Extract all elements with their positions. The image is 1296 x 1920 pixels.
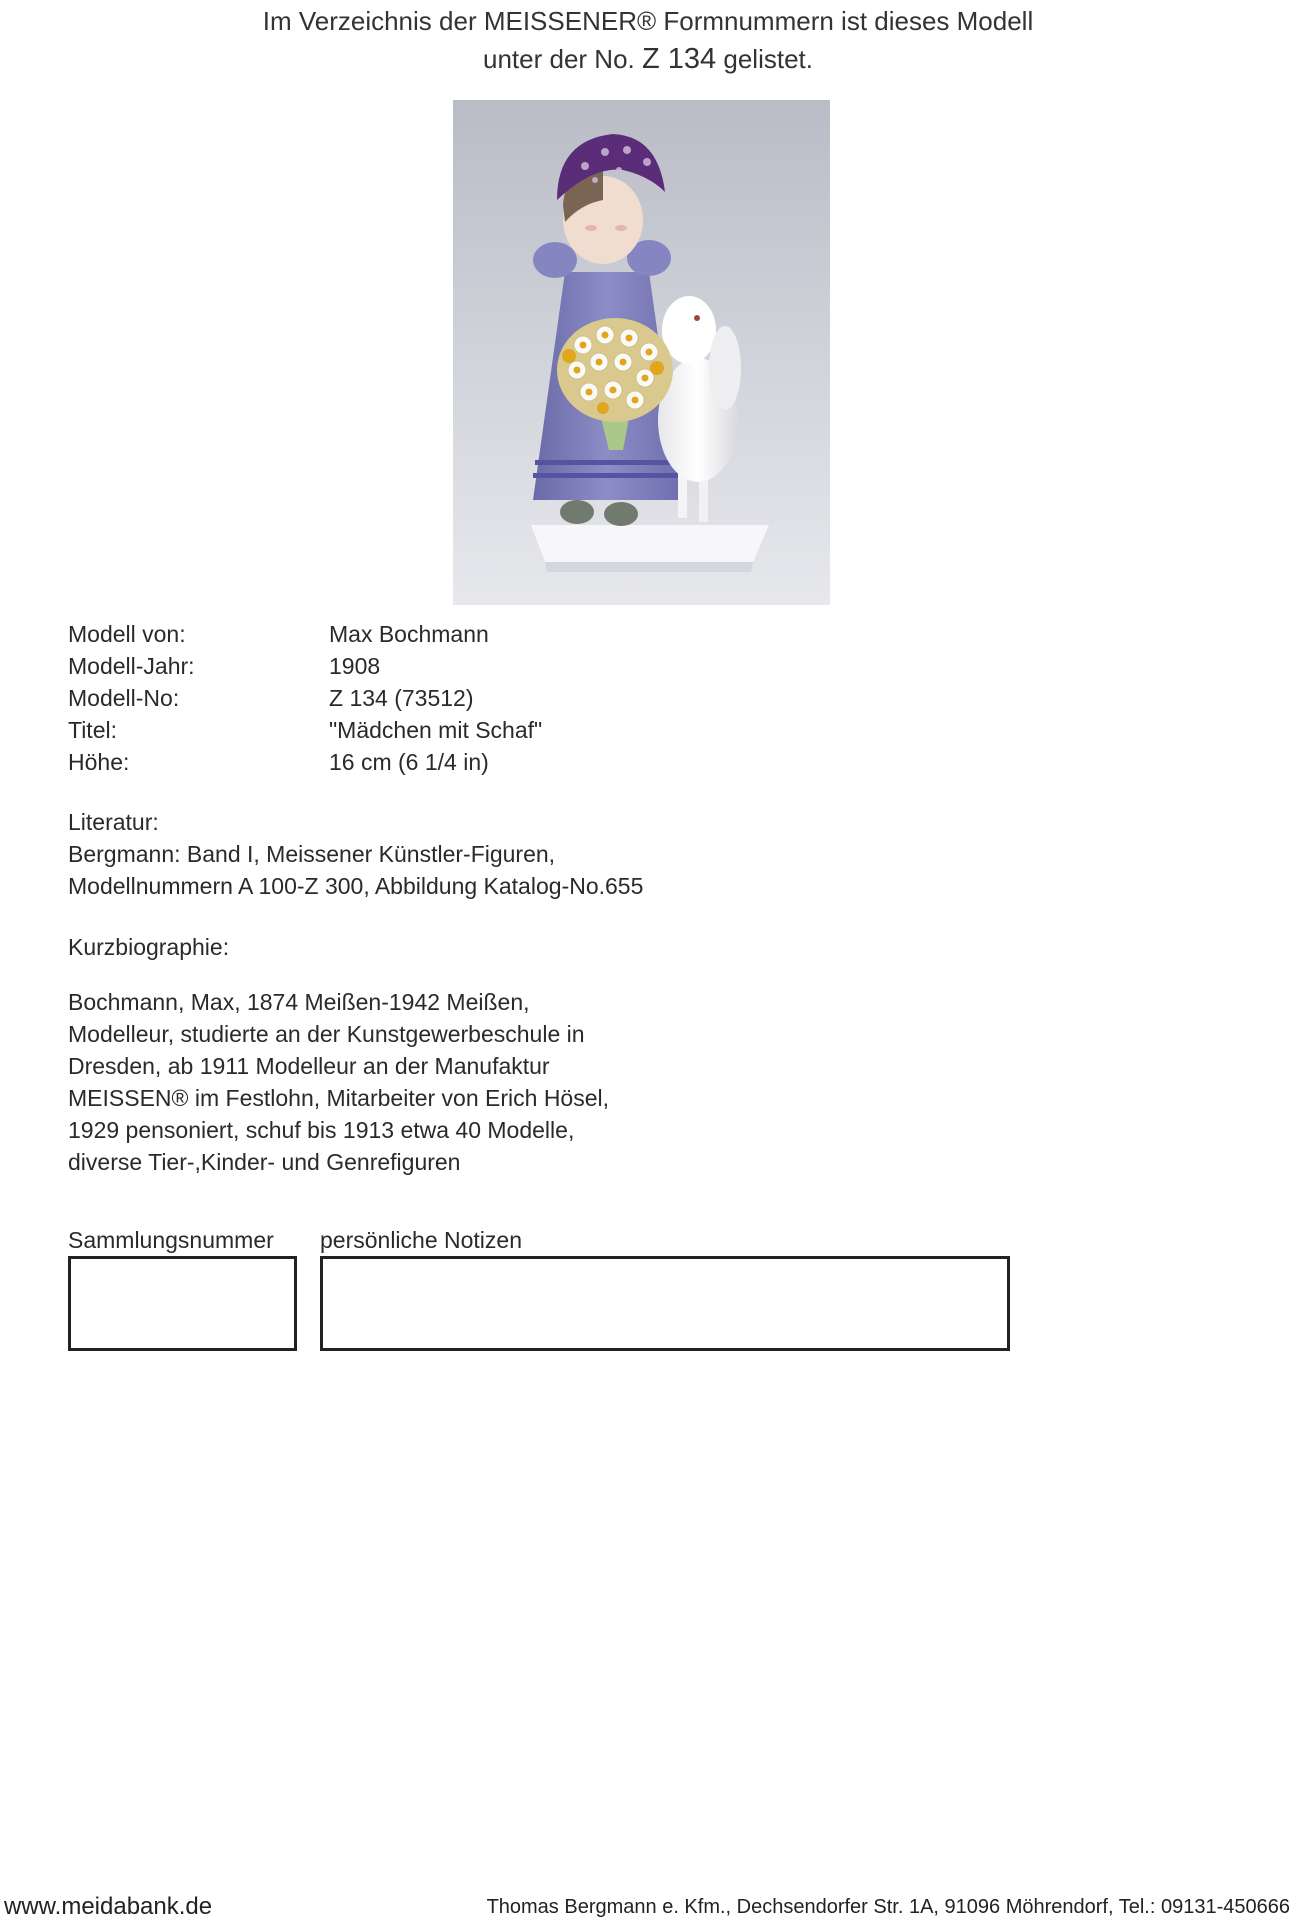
figurine-photo bbox=[453, 100, 830, 605]
biography-line: Bochmann, Max, 1874 Meißen-1942 Meißen, bbox=[68, 989, 530, 1015]
literature-line: Bergmann: Band I, Meissener Künstler-Figuren, bbox=[68, 841, 556, 867]
footer-address: Thomas Bergmann e. Kfm., Dechsendorfer Str. 1A, 91096 Möhrendorf, Tel.: 09131-450666 bbox=[486, 1896, 1290, 1918]
biography-heading-block bbox=[68, 931, 229, 963]
detail-row-modell-von bbox=[68, 618, 542, 650]
detail-label: Höhe: bbox=[68, 749, 130, 775]
model-details bbox=[68, 618, 542, 778]
detail-label: Modell-No: bbox=[68, 685, 180, 711]
literature-section bbox=[68, 806, 643, 902]
detail-value: 16 cm (6 1/4 in) bbox=[329, 749, 489, 775]
biography-heading: Kurzbiographie: bbox=[68, 934, 230, 960]
header-prefix: unter der No. bbox=[483, 44, 635, 74]
header-line-1: Im Verzeichnis der MEISSENER® Formnummern ist dieses Modell bbox=[262, 6, 1034, 36]
detail-value: Z 134 (73512) bbox=[329, 685, 474, 711]
detail-row-titel bbox=[68, 714, 542, 746]
detail-label: Modell-Jahr: bbox=[68, 653, 195, 679]
notes-field[interactable] bbox=[320, 1256, 1010, 1351]
notes-label: persönliche Notizen bbox=[320, 1227, 523, 1253]
biography-text bbox=[68, 986, 609, 1178]
detail-value: 1908 bbox=[329, 653, 381, 679]
biography-line: 1929 pensoniert, schuf bis 1913 etwa 40 Modelle, bbox=[68, 1117, 575, 1143]
header-line-2 bbox=[0, 40, 1296, 78]
collection-number-field[interactable] bbox=[68, 1256, 297, 1351]
detail-row-hoehe bbox=[68, 746, 542, 778]
collection-number-label: Sammlungsnummer bbox=[68, 1227, 274, 1253]
detail-label: Titel: bbox=[68, 717, 117, 743]
detail-value: Max Bochmann bbox=[329, 621, 489, 647]
header-model-number: Z 134 bbox=[641, 43, 717, 75]
literature-line: Modellnummern A 100-Z 300, Abbildung Katalog-No.655 bbox=[68, 873, 644, 899]
biography-line: diverse Tier-,Kinder- und Genrefiguren bbox=[68, 1149, 461, 1175]
detail-row-modell-jahr bbox=[68, 650, 542, 682]
detail-label: Modell von: bbox=[68, 621, 186, 647]
detail-row-modell-no bbox=[68, 682, 542, 714]
detail-value: "Mädchen mit Schaf" bbox=[329, 717, 543, 743]
header-suffix: gelistet. bbox=[723, 44, 813, 74]
literature-heading: Literatur: bbox=[68, 809, 159, 835]
biography-line: Dresden, ab 1911 Modelleur an der Manufaktur bbox=[68, 1053, 550, 1079]
biography-line: MEISSEN® im Festlohn, Mitarbeiter von Erich Hösel, bbox=[68, 1085, 610, 1111]
biography-line: Modelleur, studierte an der Kunstgewerbeschule in bbox=[68, 1021, 585, 1047]
page-header bbox=[0, 2, 1296, 78]
footer-website: www.meidabank.de bbox=[4, 1893, 213, 1920]
